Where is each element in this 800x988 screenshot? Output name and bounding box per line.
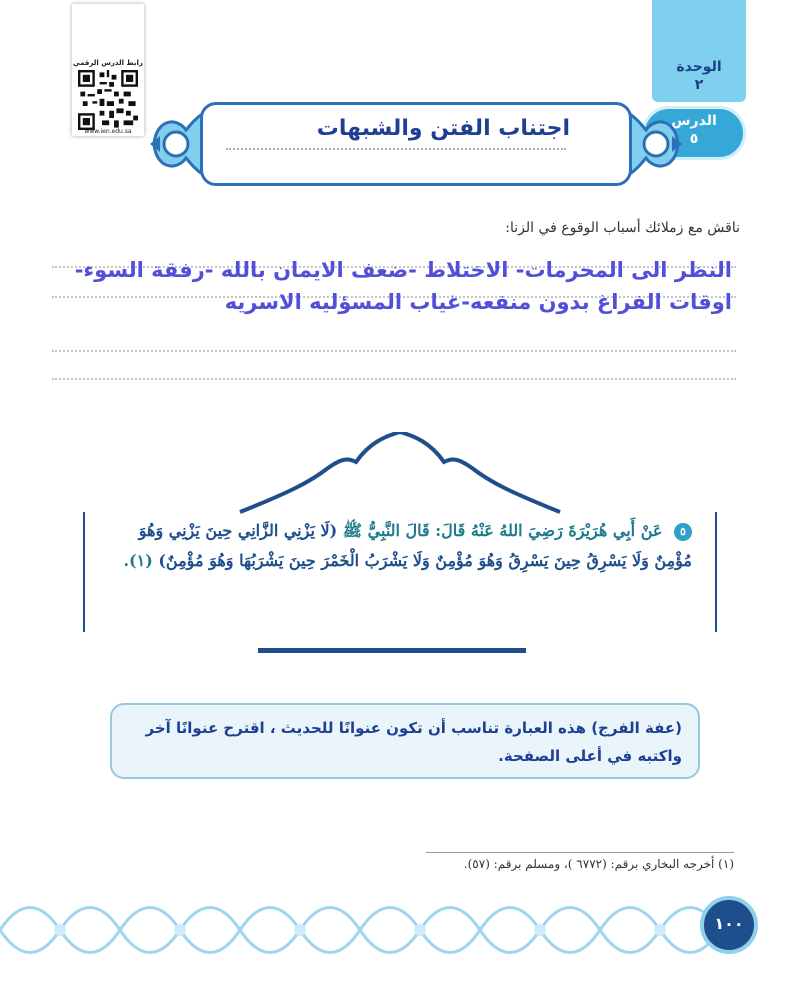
answer-line-4 xyxy=(52,378,736,380)
hadith-text xyxy=(120,516,692,576)
title-banner xyxy=(200,102,632,186)
hadith-divider xyxy=(258,648,526,653)
handwritten-answer-line2[interactable]: اوقات الفراغ بدون منفعه-غياب المسؤليه الاسريه xyxy=(224,290,732,314)
lesson-number: ٥ xyxy=(689,131,699,147)
hadith-body: (لَا يَزْنِي الزَّانِي حِينَ يَزْنِي وَهُوَ مُؤْمِنٌ وَلَا يَسْرِقُ حِينَ يَسْرِقُ وَهُوَ مُؤْمِنٌ وَلَا يَشْرَبُ الْخَمْرَ حِينَ يَشْرَبُهَا وَهُوَ مُؤْمِنٌ) xyxy=(138,521,692,570)
qr-label: رابط الدرس الرقمي xyxy=(73,59,143,67)
page-number: ١٠٠ xyxy=(714,914,744,933)
footnote-rule xyxy=(426,852,734,853)
title-dotted-line xyxy=(226,148,566,150)
task-text: (عفة الفرج) هذه العبارة تناسب أن تكون عنوانًا للحديث ، اقترح عنوانًا آخر واكتبه في أعلى الصفحة. xyxy=(145,719,682,765)
qr-code-icon[interactable] xyxy=(78,70,138,130)
answer-line-3 xyxy=(52,350,736,352)
handwritten-answer-line1[interactable]: النظر الى المحرمات- الاختلاط -ضعف الايمان بالله -رفقة السوء- xyxy=(74,258,732,282)
hadith-narrator: عَنْ أَبِي هُرَيْرَةَ رَضِيَ اللهُ عَنْهُ قَالَ: قَالَ النَّبِيُّ ﷺ xyxy=(342,521,663,540)
footer-ornament xyxy=(0,890,800,970)
lesson-label: الدرس xyxy=(671,113,717,129)
footnote: (١) أخرجه البخاري برقم: (٦٧٧٢ )، ومسلم برقم: (٥٧). xyxy=(463,857,734,871)
qr-card[interactable] xyxy=(72,4,144,136)
hadith-reference: (١). xyxy=(123,551,153,570)
qr-url[interactable]: www.ien.edu.sa xyxy=(84,128,132,135)
qr-card-top-blank xyxy=(80,12,136,56)
discussion-prompt: ناقش مع زملائك أسباب الوقوع في الزنا: xyxy=(505,220,740,236)
unit-label: الوحدة xyxy=(676,59,722,75)
unit-badge xyxy=(652,58,746,94)
unit-number: ٢ xyxy=(694,77,704,93)
hadith-number: ٥ xyxy=(674,523,692,541)
page-title: اجتناب الفتن والشبهات xyxy=(316,116,570,141)
